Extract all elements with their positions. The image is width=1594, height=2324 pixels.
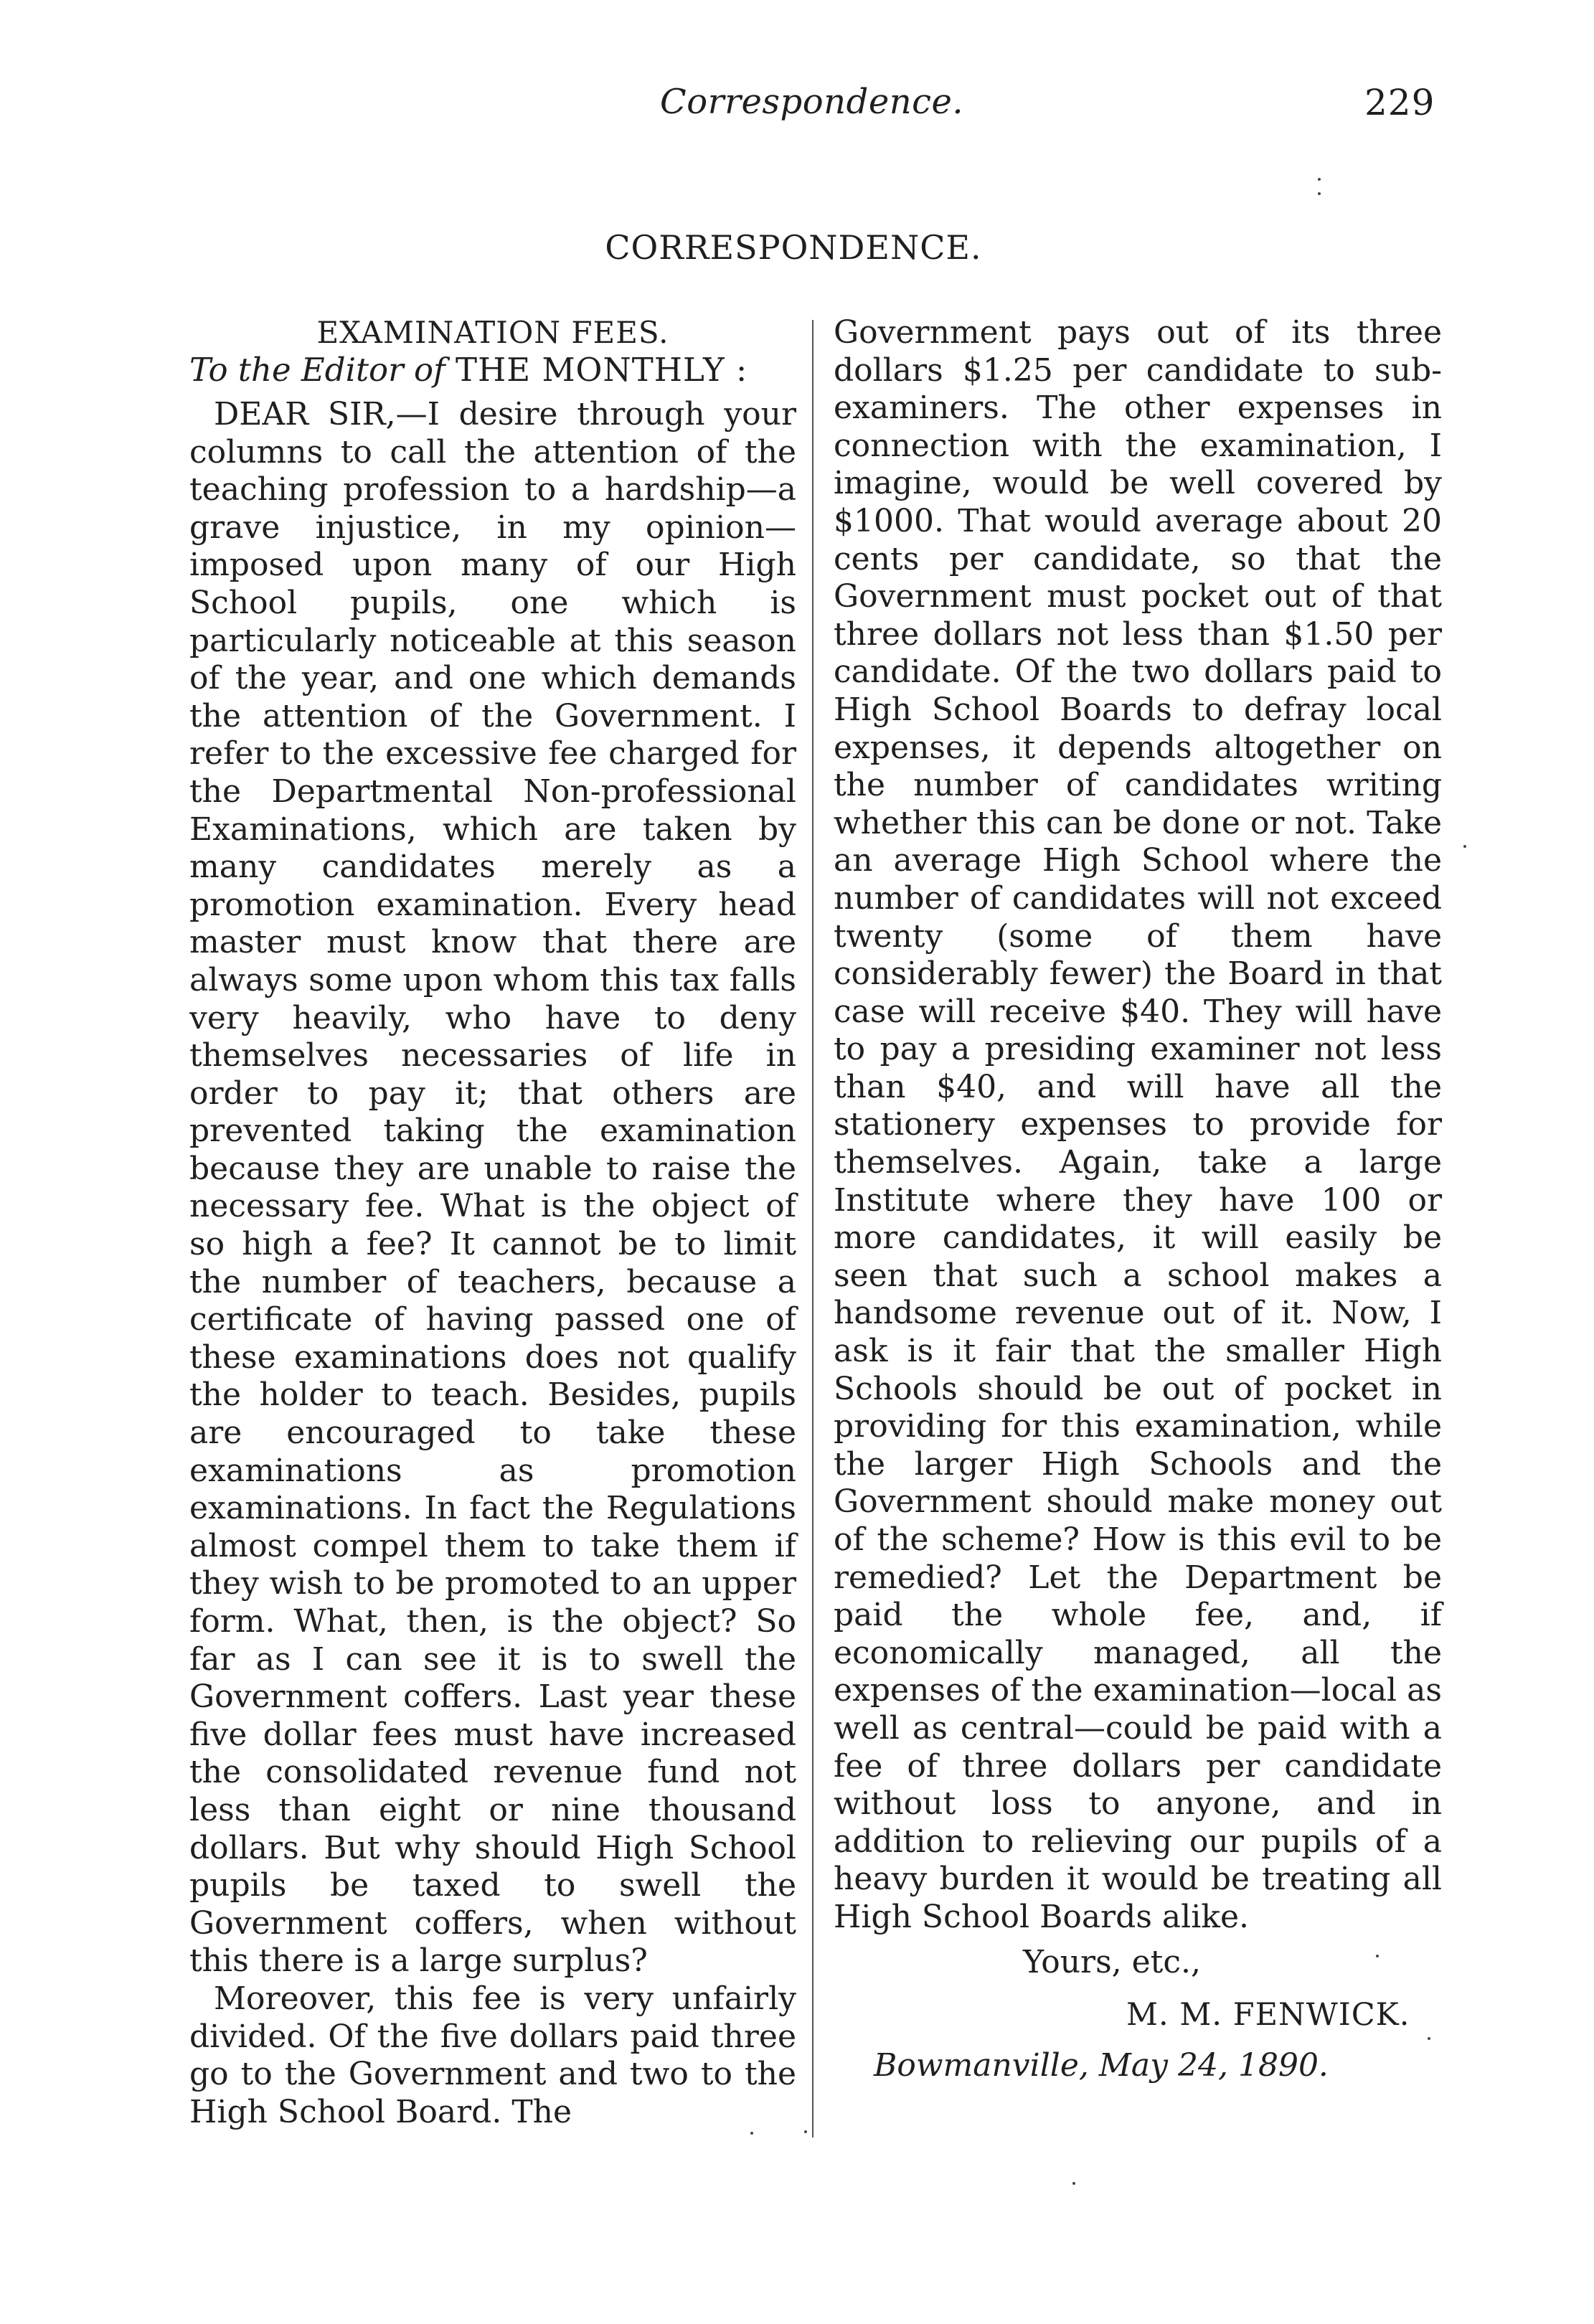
speck-mark [1318,178,1321,181]
salutation-prefix: To the Editor of [189,351,445,389]
speck-mark [804,2130,807,2133]
speck-mark [1072,2182,1075,2185]
salutation-publication: THE MONTHLY : [456,351,748,389]
running-head-title: Correspondence. [660,82,964,122]
page-title: CORRESPONDENCE. [605,228,982,267]
dateline: Bowmanville, May 24, 1890. [874,2046,1329,2084]
salutation [189,351,796,389]
scan-specks [1316,176,1323,205]
speck-mark [1318,192,1321,195]
column-divider [812,320,813,2138]
body-paragraph: Moreover, this fee is very unfairly divided. Of the five dollars paid three go to the Government and two to the High School Board. The [189,1980,796,2130]
left-text-column [189,314,796,2131]
closing-line: Yours, etc., [1023,1943,1201,1980]
body-paragraph: DEAR SIR,—I desire through your columns to call the attention of the teaching profession to a hardship—a grave injustice, in my opinion—imposed upon many of our High School pupils, one which is particularly noticeable at this season of the year, and one which demands the attention of the Government. I refer to the excessive fee charged for the Departmental Non-professional Examinations, which are taken by many candidates merely as a promotion examination. Every head master must know that there are always some upon whom this tax falls very heavily, who have to deny themselves necessaries of life in order to pay it; that others are prevented taking the examination because they are unable to raise the necessary fee. What is the object of so high a fee? It cannot be to limit the number of teachers, because a certificate of having passed one of these examinations does not qualify the holder to teach. Besides, pupils are encouraged to take these examinations as promotion examinations. In fact the Regulations almost compel them to take them if they wish to be promoted to an upper form. What, then, is the object? So far as I can see it is to swell the Government coffers. Last year these five dollar fees must have increased the consolidated revenue fund not less than eight or nine thousand dollars. But why should High School pupils be taxed to swell the Government coffers, when without this there is a large surplus? [189,396,796,1980]
body-paragraph: Government pays out of its three dollars $1.25 per candidate to sub-examiners. The other expenses in connection with the examination, I imagine, would be well covered by $1000. That would average about 20 cents per candidate, so that the Government must pocket out of that three dollars not less than $1.50 per candidate. Of the two dollars paid to High School Boards to defray local expenses, it depends altogether on the number of candidates writing whether this can be done or not. Take an average High School where the number of candidates will not exceed twenty (some of them have considerably fewer) the Board in that case will receive $40. They will have to pay a presiding examiner not less than $40, and will have all the stationery expenses to provide for themselves. Again, take a large Institute where they have 100 or more candidates, it will easily be seen that such a school makes a handsome revenue out of it. Now, I ask is it fair that the smaller High Schools should be out of pocket in providing for this examination, while the larger High Schools and the Government should make money out of the scheme? How is this evil to be remedied? Let the Department be paid the whole fee, and, if economically managed, all the expenses of the examination—local as well as central—could be paid with a fee of three dollars per candidate without loss to anyone, and in addition to relieving our pupils of a heavy burden it would be treating all High School Boards alike. [834,314,1442,1935]
section-heading: EXAMINATION FEES. [316,315,669,350]
right-text-column [834,314,1442,2105]
speck-mark [1463,845,1466,848]
speck-mark [750,2132,753,2135]
author-signature: M. M. FENWICK. [1126,1996,1410,2033]
page-number: 229 [1364,82,1435,123]
letter-signoff [834,1943,1442,2105]
